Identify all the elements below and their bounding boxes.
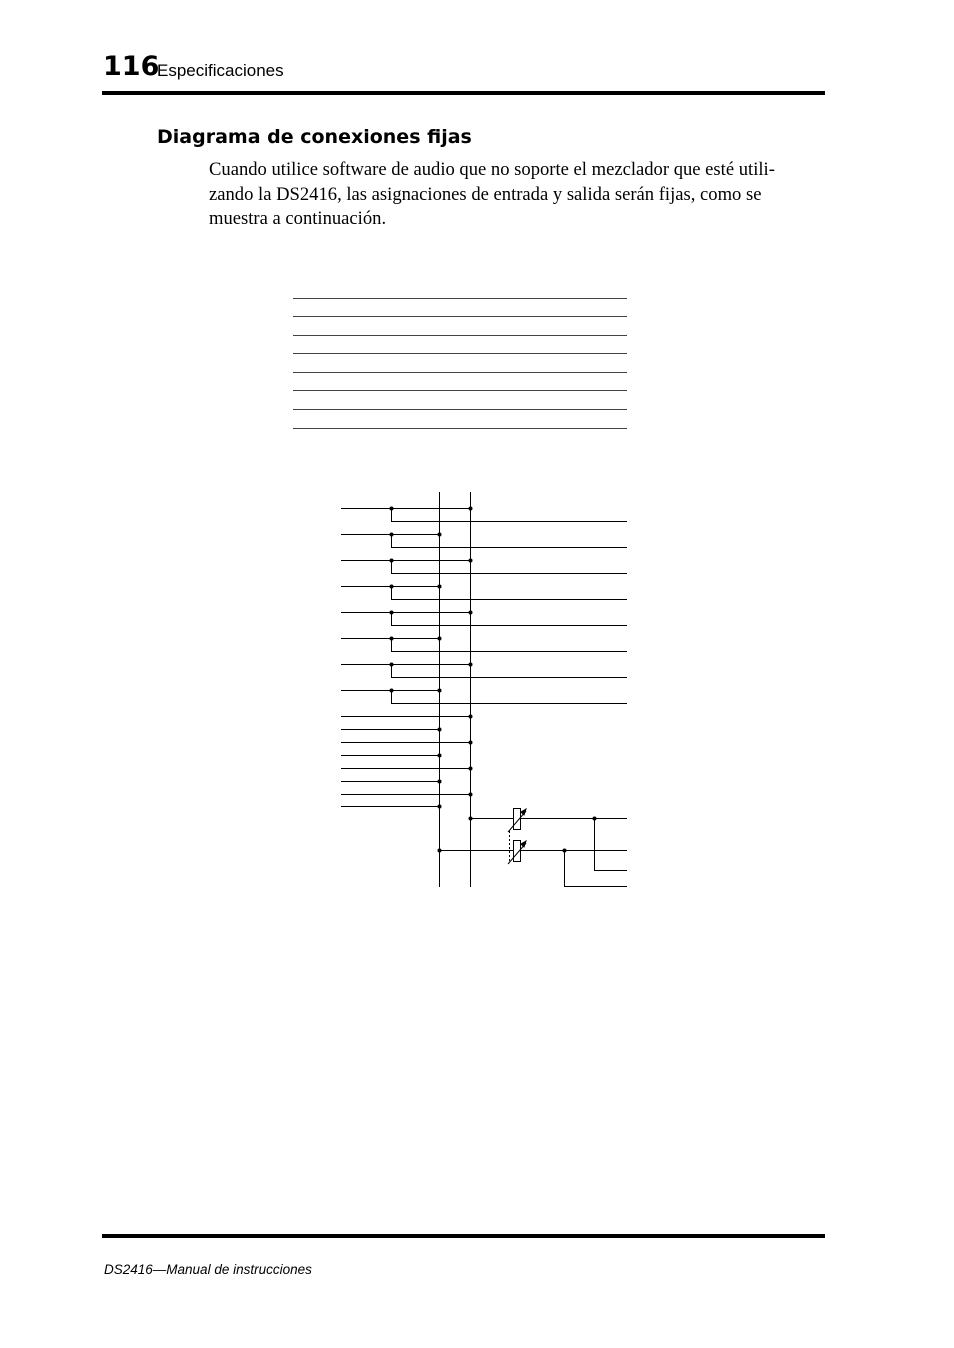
paragraph-line-3: muestra a continuación. xyxy=(209,208,387,229)
footer-text: DS2416—Manual de instrucciones xyxy=(104,1262,312,1277)
vertical-buses xyxy=(440,492,471,887)
upper-line-group xyxy=(293,299,627,429)
junction-dots xyxy=(390,507,597,853)
input-lines xyxy=(341,509,470,807)
branch-connectors xyxy=(392,508,628,704)
fader-icon xyxy=(508,809,526,865)
paragraph-line-2: zando la DS2416, las asignaciones de entrada y salida serán fijas, como se xyxy=(209,183,762,205)
paragraph-line-1: Cuando utilice software de audio que no soporte el mezclador que esté utili- xyxy=(209,159,775,180)
stereo-output-section xyxy=(439,818,627,887)
footer-rule xyxy=(102,1234,825,1238)
page-number: 116 xyxy=(103,51,160,82)
header-section-name: Especificaciones xyxy=(157,61,284,80)
section-heading: Diagrama de conexiones fijas xyxy=(157,126,472,148)
